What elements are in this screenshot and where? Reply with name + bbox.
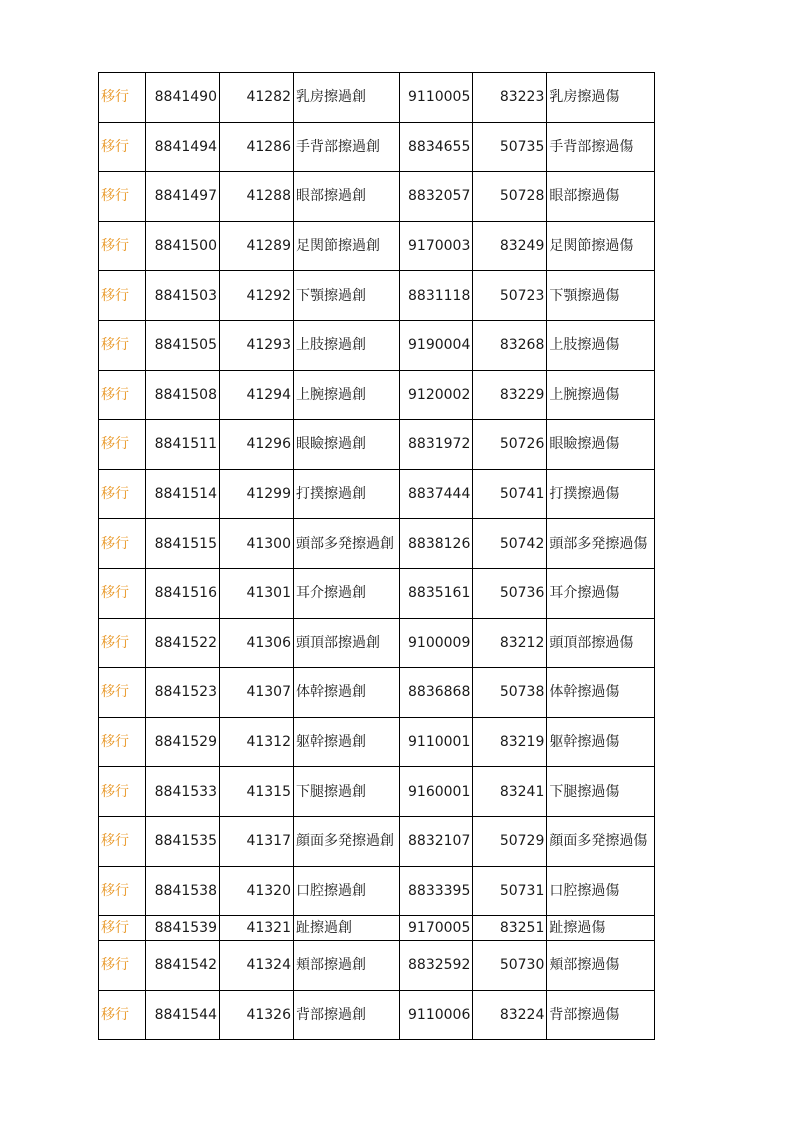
old-name-cell: 頬部擦過傷: [547, 941, 655, 991]
table-row: [99, 568, 655, 618]
status-cell: 移行: [99, 866, 146, 916]
new-name-cell: 足関節擦過創: [294, 221, 400, 271]
table-row: [99, 990, 655, 1040]
new-number-cell: 41320: [220, 866, 294, 916]
old-number-cell: 50728: [473, 172, 547, 222]
old-name-cell: 上肢擦過傷: [547, 320, 655, 370]
old-code-cell: 8831972: [400, 420, 473, 470]
table-row: [99, 519, 655, 569]
old-name-cell: 打撲擦過傷: [547, 469, 655, 519]
status-cell: 移行: [99, 320, 146, 370]
old-code-cell: 9110001: [400, 717, 473, 767]
new-code-cell: 8841529: [146, 717, 220, 767]
old-code-cell: 9160001: [400, 767, 473, 817]
new-number-cell: 41324: [220, 941, 294, 991]
new-code-cell: 8841523: [146, 668, 220, 718]
old-number-cell: 50723: [473, 271, 547, 321]
new-number-cell: 41301: [220, 568, 294, 618]
old-name-cell: 眼部擦過傷: [547, 172, 655, 222]
table-row: [99, 221, 655, 271]
new-number-cell: 41294: [220, 370, 294, 420]
new-number-cell: 41300: [220, 519, 294, 569]
old-name-cell: 頭頂部擦過傷: [547, 618, 655, 668]
new-number-cell: 41293: [220, 320, 294, 370]
old-name-cell: 眼瞼擦過傷: [547, 420, 655, 470]
new-number-cell: 41326: [220, 990, 294, 1040]
old-name-cell: 上腕擦過傷: [547, 370, 655, 420]
new-number-cell: 41286: [220, 122, 294, 172]
old-number-cell: 83212: [473, 618, 547, 668]
new-code-cell: 8841490: [146, 73, 220, 123]
old-name-cell: 耳介擦過傷: [547, 568, 655, 618]
old-number-cell: 83219: [473, 717, 547, 767]
old-number-cell: 83251: [473, 916, 547, 941]
status-cell: 移行: [99, 271, 146, 321]
status-cell: 移行: [99, 618, 146, 668]
new-name-cell: 耳介擦過創: [294, 568, 400, 618]
old-name-cell: 趾擦過傷: [547, 916, 655, 941]
new-code-cell: 8841503: [146, 271, 220, 321]
old-name-cell: 足関節擦過傷: [547, 221, 655, 271]
old-name-cell: 背部擦過傷: [547, 990, 655, 1040]
new-name-cell: 趾擦過創: [294, 916, 400, 941]
old-code-cell: 9190004: [400, 320, 473, 370]
new-number-cell: 41315: [220, 767, 294, 817]
new-name-cell: 上肢擦過創: [294, 320, 400, 370]
old-name-cell: 手背部擦過傷: [547, 122, 655, 172]
new-code-cell: 8841497: [146, 172, 220, 222]
old-code-cell: 8835161: [400, 568, 473, 618]
old-number-cell: 50729: [473, 816, 547, 866]
new-code-cell: 8841494: [146, 122, 220, 172]
table-row: [99, 767, 655, 817]
status-cell: 移行: [99, 73, 146, 123]
old-name-cell: 口腔擦過傷: [547, 866, 655, 916]
new-code-cell: 8841538: [146, 866, 220, 916]
status-cell: 移行: [99, 916, 146, 941]
new-name-cell: 躯幹擦過創: [294, 717, 400, 767]
old-code-cell: 9110006: [400, 990, 473, 1040]
new-number-cell: 41321: [220, 916, 294, 941]
old-code-cell: 8831118: [400, 271, 473, 321]
old-number-cell: 83223: [473, 73, 547, 123]
table-row: [99, 668, 655, 718]
table-body: [99, 73, 655, 1040]
old-number-cell: 83229: [473, 370, 547, 420]
old-name-cell: 乳房擦過傷: [547, 73, 655, 123]
old-number-cell: 83268: [473, 320, 547, 370]
old-code-cell: 8832592: [400, 941, 473, 991]
new-name-cell: 口腔擦過創: [294, 866, 400, 916]
new-code-cell: 8841515: [146, 519, 220, 569]
status-cell: 移行: [99, 122, 146, 172]
new-name-cell: 上腕擦過創: [294, 370, 400, 420]
table-row: [99, 271, 655, 321]
new-name-cell: 打撲擦過創: [294, 469, 400, 519]
new-number-cell: 41289: [220, 221, 294, 271]
new-number-cell: 41282: [220, 73, 294, 123]
status-cell: 移行: [99, 370, 146, 420]
old-name-cell: 体幹擦過傷: [547, 668, 655, 718]
new-number-cell: 41288: [220, 172, 294, 222]
new-name-cell: 頭頂部擦過創: [294, 618, 400, 668]
old-code-cell: 9120002: [400, 370, 473, 420]
old-name-cell: 顔面多発擦過傷: [547, 816, 655, 866]
status-cell: 移行: [99, 990, 146, 1040]
old-number-cell: 50741: [473, 469, 547, 519]
new-code-cell: 8841533: [146, 767, 220, 817]
status-cell: 移行: [99, 221, 146, 271]
new-number-cell: 41306: [220, 618, 294, 668]
new-name-cell: 下腿擦過創: [294, 767, 400, 817]
status-cell: 移行: [99, 717, 146, 767]
status-cell: 移行: [99, 172, 146, 222]
old-code-cell: 8836868: [400, 668, 473, 718]
table-row: [99, 916, 655, 941]
table-row: [99, 420, 655, 470]
new-name-cell: 背部擦過創: [294, 990, 400, 1040]
table-row: [99, 618, 655, 668]
status-cell: 移行: [99, 420, 146, 470]
old-number-cell: 50735: [473, 122, 547, 172]
new-name-cell: 眼部擦過創: [294, 172, 400, 222]
status-cell: 移行: [99, 668, 146, 718]
new-number-cell: 41292: [220, 271, 294, 321]
new-number-cell: 41317: [220, 816, 294, 866]
table-row: [99, 816, 655, 866]
status-cell: 移行: [99, 941, 146, 991]
old-code-cell: 9170003: [400, 221, 473, 271]
table-row: [99, 172, 655, 222]
old-code-cell: 8832107: [400, 816, 473, 866]
old-name-cell: 躯幹擦過傷: [547, 717, 655, 767]
table-row: [99, 370, 655, 420]
old-code-cell: 8834655: [400, 122, 473, 172]
table-row: [99, 941, 655, 991]
new-code-cell: 8841508: [146, 370, 220, 420]
table-row: [99, 469, 655, 519]
new-number-cell: 41299: [220, 469, 294, 519]
old-number-cell: 83241: [473, 767, 547, 817]
new-code-cell: 8841516: [146, 568, 220, 618]
table-row: [99, 717, 655, 767]
new-code-cell: 8841522: [146, 618, 220, 668]
table-row: [99, 73, 655, 123]
table-row: [99, 320, 655, 370]
old-code-cell: 8833395: [400, 866, 473, 916]
old-code-cell: 8837444: [400, 469, 473, 519]
new-code-cell: 8841505: [146, 320, 220, 370]
old-number-cell: 50726: [473, 420, 547, 470]
new-code-cell: 8841514: [146, 469, 220, 519]
new-name-cell: 頬部擦過創: [294, 941, 400, 991]
new-code-cell: 8841535: [146, 816, 220, 866]
status-cell: 移行: [99, 519, 146, 569]
table-row: [99, 866, 655, 916]
status-cell: 移行: [99, 568, 146, 618]
new-name-cell: 眼瞼擦過創: [294, 420, 400, 470]
new-code-cell: 8841500: [146, 221, 220, 271]
new-name-cell: 手背部擦過創: [294, 122, 400, 172]
new-name-cell: 頭部多発擦過創: [294, 519, 400, 569]
status-cell: 移行: [99, 469, 146, 519]
status-cell: 移行: [99, 767, 146, 817]
old-number-cell: 83249: [473, 221, 547, 271]
new-code-cell: 8841542: [146, 941, 220, 991]
new-name-cell: 体幹擦過創: [294, 668, 400, 718]
new-name-cell: 乳房擦過創: [294, 73, 400, 123]
old-number-cell: 50742: [473, 519, 547, 569]
status-cell: 移行: [99, 816, 146, 866]
table-row: [99, 122, 655, 172]
old-code-cell: 9100009: [400, 618, 473, 668]
code-mapping-table: [98, 72, 655, 1040]
new-code-cell: 8841544: [146, 990, 220, 1040]
old-name-cell: 頭部多発擦過傷: [547, 519, 655, 569]
old-code-cell: 8838126: [400, 519, 473, 569]
old-name-cell: 下腿擦過傷: [547, 767, 655, 817]
old-code-cell: 9170005: [400, 916, 473, 941]
new-code-cell: 8841511: [146, 420, 220, 470]
old-code-cell: 8832057: [400, 172, 473, 222]
old-number-cell: 50736: [473, 568, 547, 618]
old-name-cell: 下顎擦過傷: [547, 271, 655, 321]
old-number-cell: 50731: [473, 866, 547, 916]
new-number-cell: 41312: [220, 717, 294, 767]
new-number-cell: 41307: [220, 668, 294, 718]
old-number-cell: 83224: [473, 990, 547, 1040]
new-name-cell: 顔面多発擦過創: [294, 816, 400, 866]
old-number-cell: 50730: [473, 941, 547, 991]
new-code-cell: 8841539: [146, 916, 220, 941]
old-number-cell: 50738: [473, 668, 547, 718]
old-code-cell: 9110005: [400, 73, 473, 123]
new-number-cell: 41296: [220, 420, 294, 470]
new-name-cell: 下顎擦過創: [294, 271, 400, 321]
